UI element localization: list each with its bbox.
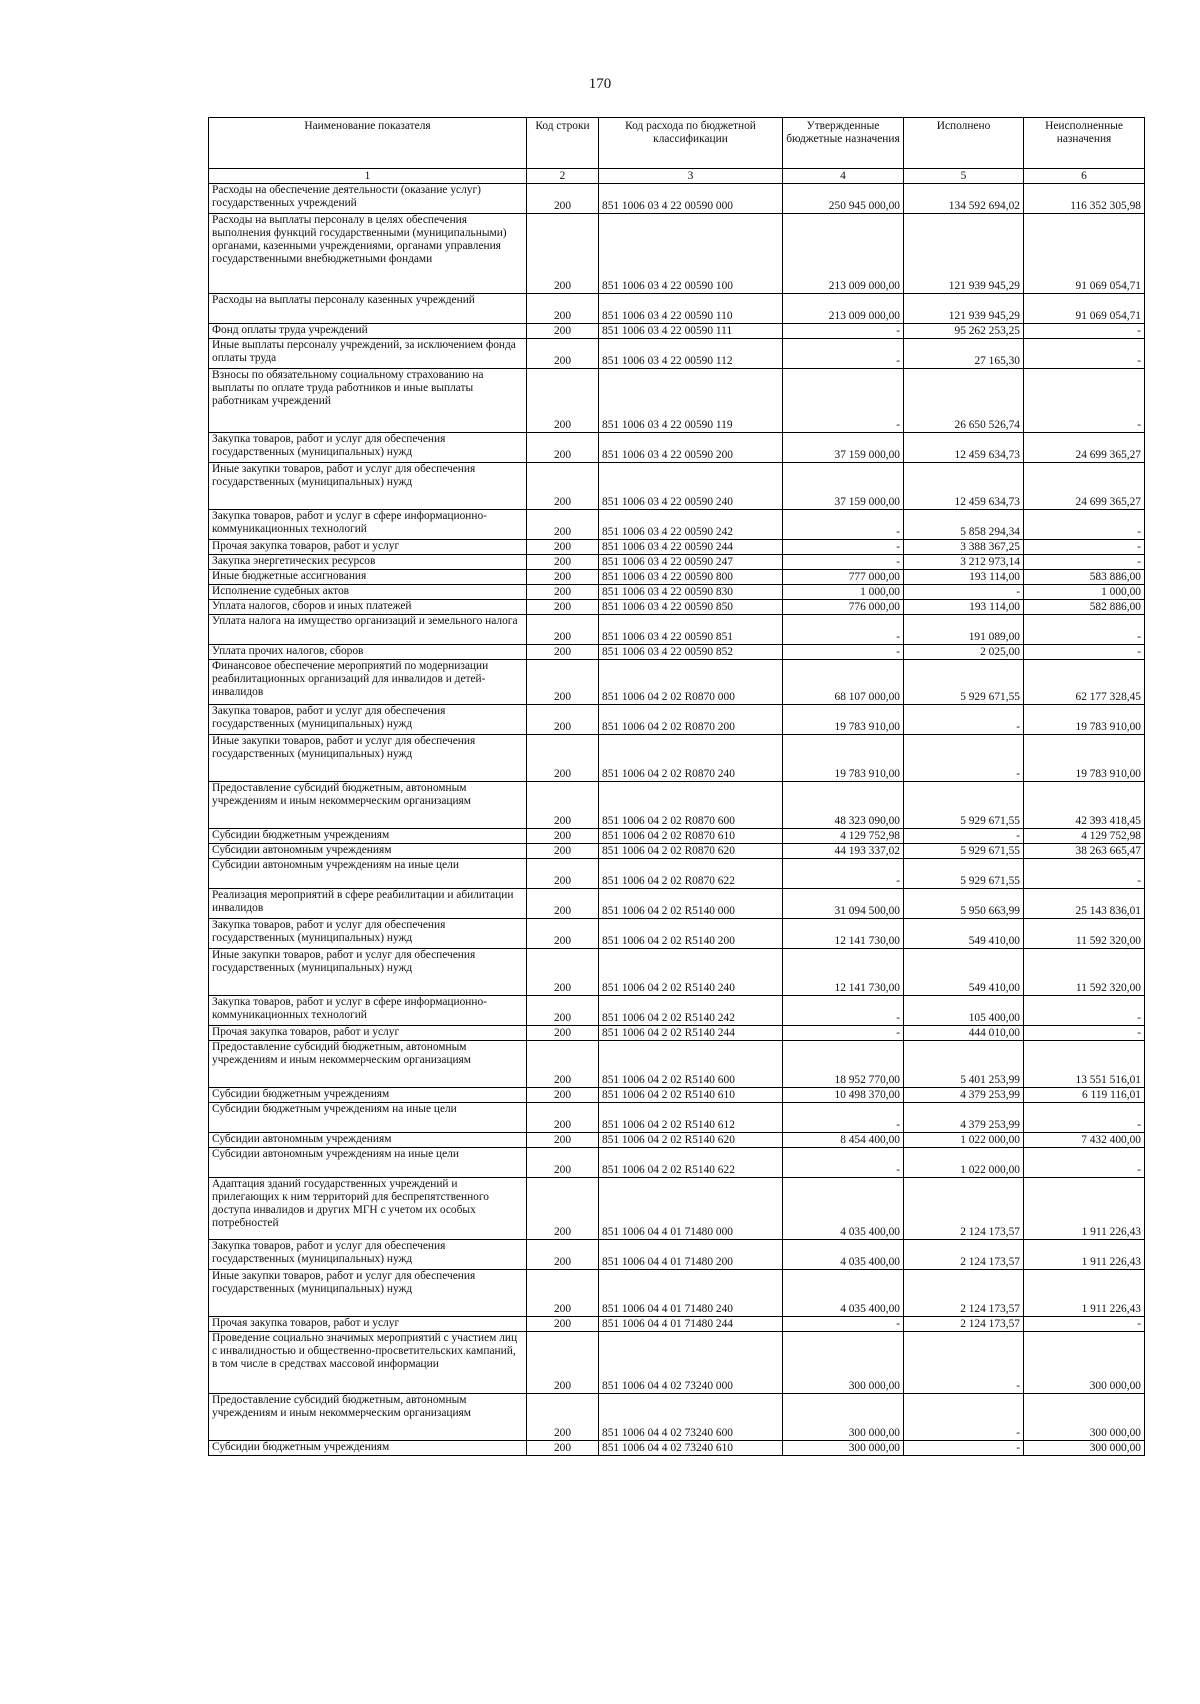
indicator-name-cell: Прочая закупка товаров, работ и услуг xyxy=(209,1317,527,1332)
executed-amount-cell: 95 262 253,25 xyxy=(904,324,1024,339)
table-row xyxy=(209,555,1145,570)
expense-code-cell: 851 1006 04 2 02 R0870 610 xyxy=(599,829,783,844)
line-code-cell: 200 xyxy=(527,1133,599,1148)
executed-amount-cell: 191 089,00 xyxy=(904,615,1024,645)
approved-amount-cell: - xyxy=(783,555,904,570)
expense-code-cell: 851 1006 04 4 01 71480 240 xyxy=(599,1270,783,1317)
approved-amount-cell: 37 159 000,00 xyxy=(783,433,904,463)
approved-amount-cell: 1 000,00 xyxy=(783,585,904,600)
unexecuted-amount-cell: 300 000,00 xyxy=(1024,1441,1145,1456)
line-code-cell: 200 xyxy=(527,859,599,889)
indicator-name-cell: Предоставление субсидий бюджетным, автономным учреждениям и иным некоммерческим организациям xyxy=(209,1041,527,1088)
table-row xyxy=(209,214,1145,294)
executed-amount-cell: 26 650 526,74 xyxy=(904,369,1024,433)
approved-amount-cell: 18 952 770,00 xyxy=(783,1041,904,1088)
unexecuted-amount-cell: 19 783 910,00 xyxy=(1024,735,1145,782)
approved-amount-cell: - xyxy=(783,540,904,555)
expense-code-cell: 851 1006 03 4 22 00590 110 xyxy=(599,294,783,324)
table-row xyxy=(209,1270,1145,1317)
expense-code-cell: 851 1006 04 2 02 R0870 622 xyxy=(599,859,783,889)
expense-code-cell: 851 1006 03 4 22 00590 100 xyxy=(599,214,783,294)
table-row xyxy=(209,1332,1145,1394)
executed-amount-cell: - xyxy=(904,829,1024,844)
table-row xyxy=(209,510,1145,540)
indicator-name-cell: Закупка товаров, работ и услуг в сфере информационно-коммуникационных технологий xyxy=(209,996,527,1026)
line-code-cell: 200 xyxy=(527,615,599,645)
unexecuted-amount-cell: 300 000,00 xyxy=(1024,1332,1145,1394)
header-approved: Утвержденные бюджетные назначения xyxy=(783,118,904,169)
unexecuted-amount-cell: 1 911 226,43 xyxy=(1024,1178,1145,1240)
indicator-name-cell: Прочая закупка товаров, работ и услуг xyxy=(209,1026,527,1041)
line-code-cell: 200 xyxy=(527,1041,599,1088)
expense-code-cell: 851 1006 04 4 01 71480 000 xyxy=(599,1178,783,1240)
expense-code-cell: 851 1006 03 4 22 00590 119 xyxy=(599,369,783,433)
unexecuted-amount-cell: 91 069 054,71 xyxy=(1024,294,1145,324)
expense-code-cell: 851 1006 03 4 22 00590 200 xyxy=(599,433,783,463)
unexecuted-amount-cell: - xyxy=(1024,1148,1145,1178)
executed-amount-cell: 105 400,00 xyxy=(904,996,1024,1026)
line-code-cell: 200 xyxy=(527,433,599,463)
approved-amount-cell: 300 000,00 xyxy=(783,1441,904,1456)
budget-execution-table xyxy=(208,117,1145,1456)
executed-amount-cell: 193 114,00 xyxy=(904,600,1024,615)
table-row xyxy=(209,1148,1145,1178)
executed-amount-cell: 2 124 173,57 xyxy=(904,1317,1024,1332)
executed-amount-cell: - xyxy=(904,585,1024,600)
executed-amount-cell: 1 022 000,00 xyxy=(904,1148,1024,1178)
indicator-name-cell: Иные закупки товаров, работ и услуг для обеспечения государственных (муниципальных) нужд xyxy=(209,463,527,510)
executed-amount-cell: 121 939 945,29 xyxy=(904,214,1024,294)
executed-amount-cell: 5 929 671,55 xyxy=(904,859,1024,889)
unexecuted-amount-cell: 7 432 400,00 xyxy=(1024,1133,1145,1148)
table-header-row xyxy=(209,118,1145,169)
column-number-row xyxy=(209,169,1145,184)
expense-code-cell: 851 1006 04 4 01 71480 200 xyxy=(599,1240,783,1270)
line-code-cell: 200 xyxy=(527,585,599,600)
header-executed: Исполнено xyxy=(904,118,1024,169)
approved-amount-cell: 19 783 910,00 xyxy=(783,735,904,782)
expense-code-cell: 851 1006 04 2 02 R5140 240 xyxy=(599,949,783,996)
unexecuted-amount-cell: 62 177 328,45 xyxy=(1024,660,1145,705)
unexecuted-amount-cell: - xyxy=(1024,1317,1145,1332)
executed-amount-cell: 549 410,00 xyxy=(904,919,1024,949)
indicator-name-cell: Уплата прочих налогов, сборов xyxy=(209,645,527,660)
line-code-cell: 200 xyxy=(527,510,599,540)
unexecuted-amount-cell: - xyxy=(1024,339,1145,369)
unexecuted-amount-cell: 11 592 320,00 xyxy=(1024,949,1145,996)
table-row xyxy=(209,735,1145,782)
table-row xyxy=(209,705,1145,735)
header-line-code: Код строки xyxy=(527,118,599,169)
expense-code-cell: 851 1006 04 4 02 73240 600 xyxy=(599,1394,783,1441)
indicator-name-cell: Иные бюджетные ассигнования xyxy=(209,570,527,585)
expense-code-cell: 851 1006 04 2 02 R5140 000 xyxy=(599,889,783,919)
line-code-cell: 200 xyxy=(527,1317,599,1332)
indicator-name-cell: Закупка энергетических ресурсов xyxy=(209,555,527,570)
line-code-cell: 200 xyxy=(527,324,599,339)
executed-amount-cell: 4 379 253,99 xyxy=(904,1088,1024,1103)
unexecuted-amount-cell: - xyxy=(1024,996,1145,1026)
line-code-cell: 200 xyxy=(527,1148,599,1178)
executed-amount-cell: 5 929 671,55 xyxy=(904,782,1024,829)
table-row xyxy=(209,615,1145,645)
table-row xyxy=(209,570,1145,585)
table-row xyxy=(209,660,1145,705)
approved-amount-cell: 4 035 400,00 xyxy=(783,1270,904,1317)
indicator-name-cell: Проведение социально значимых мероприятий с участием лиц с инвалидностью и общественно-просветительских кампаний, в том числе в средствах массовой информации xyxy=(209,1332,527,1394)
unexecuted-amount-cell: 1 911 226,43 xyxy=(1024,1240,1145,1270)
unexecuted-amount-cell: 116 352 305,98 xyxy=(1024,184,1145,214)
expense-code-cell: 851 1006 03 4 22 00590 800 xyxy=(599,570,783,585)
table-row xyxy=(209,1317,1145,1332)
unexecuted-amount-cell: 1 000,00 xyxy=(1024,585,1145,600)
expense-code-cell: 851 1006 04 4 01 71480 244 xyxy=(599,1317,783,1332)
unexecuted-amount-cell: 19 783 910,00 xyxy=(1024,705,1145,735)
table-row xyxy=(209,339,1145,369)
executed-amount-cell: 27 165,30 xyxy=(904,339,1024,369)
line-code-cell: 200 xyxy=(527,645,599,660)
indicator-name-cell: Субсидии автономным учреждениям xyxy=(209,844,527,859)
table-row xyxy=(209,324,1145,339)
unexecuted-amount-cell: 38 263 665,47 xyxy=(1024,844,1145,859)
table-row xyxy=(209,996,1145,1026)
indicator-name-cell: Закупка товаров, работ и услуг для обеспечения государственных (муниципальных) нужд xyxy=(209,433,527,463)
approved-amount-cell: - xyxy=(783,1026,904,1041)
executed-amount-cell: - xyxy=(904,1332,1024,1394)
executed-amount-cell: 5 929 671,55 xyxy=(904,660,1024,705)
expense-code-cell: 851 1006 03 4 22 00590 000 xyxy=(599,184,783,214)
expense-code-cell: 851 1006 04 2 02 R0870 000 xyxy=(599,660,783,705)
indicator-name-cell: Адаптация зданий государственных учреждений и прилегающих к ним территорий для беспрепятственного доступа инвалидов и других МГН с учетом их особых потребностей xyxy=(209,1178,527,1240)
executed-amount-cell: 121 939 945,29 xyxy=(904,294,1024,324)
line-code-cell: 200 xyxy=(527,1026,599,1041)
unexecuted-amount-cell: - xyxy=(1024,1026,1145,1041)
expense-code-cell: 851 1006 04 2 02 R0870 600 xyxy=(599,782,783,829)
line-code-cell: 200 xyxy=(527,1270,599,1317)
column-number: 1 xyxy=(209,169,527,184)
expense-code-cell: 851 1006 03 4 22 00590 851 xyxy=(599,615,783,645)
page-number: 170 xyxy=(588,76,612,92)
executed-amount-cell: 549 410,00 xyxy=(904,949,1024,996)
unexecuted-amount-cell: - xyxy=(1024,324,1145,339)
expense-code-cell: 851 1006 03 4 22 00590 111 xyxy=(599,324,783,339)
line-code-cell: 200 xyxy=(527,540,599,555)
approved-amount-cell: 48 323 090,00 xyxy=(783,782,904,829)
indicator-name-cell: Взносы по обязательному социальному страхованию на выплаты по оплате труда работников и иные выплаты работникам учреждений xyxy=(209,369,527,433)
expense-code-cell: 851 1006 04 2 02 R5140 622 xyxy=(599,1148,783,1178)
executed-amount-cell: 2 124 173,57 xyxy=(904,1270,1024,1317)
expense-code-cell: 851 1006 03 4 22 00590 850 xyxy=(599,600,783,615)
expense-code-cell: 851 1006 04 2 02 R5140 600 xyxy=(599,1041,783,1088)
approved-amount-cell: 300 000,00 xyxy=(783,1332,904,1394)
approved-amount-cell: - xyxy=(783,369,904,433)
line-code-cell: 200 xyxy=(527,889,599,919)
table-row xyxy=(209,585,1145,600)
indicator-name-cell: Реализация мероприятий в сфере реабилитации и абилитации инвалидов xyxy=(209,889,527,919)
table-row xyxy=(209,782,1145,829)
unexecuted-amount-cell: 25 143 836,01 xyxy=(1024,889,1145,919)
expense-code-cell: 851 1006 03 4 22 00590 240 xyxy=(599,463,783,510)
approved-amount-cell: - xyxy=(783,1148,904,1178)
line-code-cell: 200 xyxy=(527,184,599,214)
approved-amount-cell: - xyxy=(783,996,904,1026)
approved-amount-cell: - xyxy=(783,859,904,889)
indicator-name-cell: Закупка товаров, работ и услуг для обеспечения государственных (муниципальных) нужд xyxy=(209,1240,527,1270)
unexecuted-amount-cell: 4 129 752,98 xyxy=(1024,829,1145,844)
expense-code-cell: 851 1006 03 4 22 00590 242 xyxy=(599,510,783,540)
unexecuted-amount-cell: 300 000,00 xyxy=(1024,1394,1145,1441)
line-code-cell: 200 xyxy=(527,1332,599,1394)
line-code-cell: 200 xyxy=(527,829,599,844)
indicator-name-cell: Закупка товаров, работ и услуг для обеспечения государственных (муниципальных) нужд xyxy=(209,919,527,949)
approved-amount-cell: - xyxy=(783,324,904,339)
approved-amount-cell: 213 009 000,00 xyxy=(783,294,904,324)
executed-amount-cell: 3 388 367,25 xyxy=(904,540,1024,555)
table-row xyxy=(209,1240,1145,1270)
unexecuted-amount-cell: 13 551 516,01 xyxy=(1024,1041,1145,1088)
approved-amount-cell: - xyxy=(783,510,904,540)
table-row xyxy=(209,433,1145,463)
approved-amount-cell: 31 094 500,00 xyxy=(783,889,904,919)
table-row xyxy=(209,1041,1145,1088)
line-code-cell: 200 xyxy=(527,600,599,615)
indicator-name-cell: Уплата налогов, сборов и иных платежей xyxy=(209,600,527,615)
line-code-cell: 200 xyxy=(527,919,599,949)
unexecuted-amount-cell: 11 592 320,00 xyxy=(1024,919,1145,949)
unexecuted-amount-cell: - xyxy=(1024,1103,1145,1133)
indicator-name-cell: Фонд оплаты труда учреждений xyxy=(209,324,527,339)
indicator-name-cell: Субсидии автономным учреждениям на иные цели xyxy=(209,859,527,889)
indicator-name-cell: Прочая закупка товаров, работ и услуг xyxy=(209,540,527,555)
line-code-cell: 200 xyxy=(527,782,599,829)
indicator-name-cell: Уплата налога на имущество организаций и земельного налога xyxy=(209,615,527,645)
header-expense-code: Код расхода по бюджетной классификации xyxy=(599,118,783,169)
approved-amount-cell: 68 107 000,00 xyxy=(783,660,904,705)
indicator-name-cell: Иные закупки товаров, работ и услуг для обеспечения государственных (муниципальных) нужд xyxy=(209,735,527,782)
line-code-cell: 200 xyxy=(527,294,599,324)
expense-code-cell: 851 1006 04 2 02 R5140 612 xyxy=(599,1103,783,1133)
expense-code-cell: 851 1006 04 2 02 R0870 200 xyxy=(599,705,783,735)
executed-amount-cell: 2 124 173,57 xyxy=(904,1178,1024,1240)
table-body xyxy=(209,184,1145,1456)
unexecuted-amount-cell: - xyxy=(1024,645,1145,660)
line-code-cell: 200 xyxy=(527,1178,599,1240)
indicator-name-cell: Предоставление субсидий бюджетным, автономным учреждениям и иным некоммерческим организациям xyxy=(209,1394,527,1441)
line-code-cell: 200 xyxy=(527,555,599,570)
expense-code-cell: 851 1006 03 4 22 00590 247 xyxy=(599,555,783,570)
expense-code-cell: 851 1006 04 2 02 R5140 610 xyxy=(599,1088,783,1103)
executed-amount-cell: 134 592 694,02 xyxy=(904,184,1024,214)
indicator-name-cell: Расходы на обеспечение деятельности (оказание услуг) государственных учреждений xyxy=(209,184,527,214)
table-row xyxy=(209,645,1145,660)
table-row xyxy=(209,829,1145,844)
indicator-name-cell: Субсидии бюджетным учреждениям xyxy=(209,1088,527,1103)
column-number: 3 xyxy=(599,169,783,184)
approved-amount-cell: 4 035 400,00 xyxy=(783,1240,904,1270)
column-number: 5 xyxy=(904,169,1024,184)
header-unexecuted: Неисполненные назначения xyxy=(1024,118,1145,169)
line-code-cell: 200 xyxy=(527,1441,599,1456)
table-row xyxy=(209,889,1145,919)
unexecuted-amount-cell: - xyxy=(1024,369,1145,433)
table-row xyxy=(209,1133,1145,1148)
indicator-name-cell: Финансовое обеспечение мероприятий по модернизации реабилитационных организаций для инвалидов и детей-инвалидов xyxy=(209,660,527,705)
unexecuted-amount-cell: 91 069 054,71 xyxy=(1024,214,1145,294)
approved-amount-cell: 213 009 000,00 xyxy=(783,214,904,294)
unexecuted-amount-cell: 583 886,00 xyxy=(1024,570,1145,585)
table-row xyxy=(209,1178,1145,1240)
indicator-name-cell: Исполнение судебных актов xyxy=(209,585,527,600)
executed-amount-cell: - xyxy=(904,735,1024,782)
table-row xyxy=(209,463,1145,510)
executed-amount-cell: 5 929 671,55 xyxy=(904,844,1024,859)
executed-amount-cell: 5 401 253,99 xyxy=(904,1041,1024,1088)
indicator-name-cell: Субсидии бюджетным учреждениям xyxy=(209,1441,527,1456)
indicator-name-cell: Субсидии бюджетным учреждениям xyxy=(209,829,527,844)
expense-code-cell: 851 1006 04 4 02 73240 610 xyxy=(599,1441,783,1456)
approved-amount-cell: 4 129 752,98 xyxy=(783,829,904,844)
header-indicator-name: Наименование показателя xyxy=(209,118,527,169)
approved-amount-cell: - xyxy=(783,615,904,645)
executed-amount-cell: 5 858 294,34 xyxy=(904,510,1024,540)
expense-code-cell: 851 1006 03 4 22 00590 244 xyxy=(599,540,783,555)
expense-code-cell: 851 1006 04 2 02 R5140 200 xyxy=(599,919,783,949)
column-number: 4 xyxy=(783,169,904,184)
executed-amount-cell: 5 950 663,99 xyxy=(904,889,1024,919)
executed-amount-cell: - xyxy=(904,1441,1024,1456)
unexecuted-amount-cell: - xyxy=(1024,555,1145,570)
indicator-name-cell: Иные закупки товаров, работ и услуг для обеспечения государственных (муниципальных) нужд xyxy=(209,949,527,996)
approved-amount-cell: 44 193 337,02 xyxy=(783,844,904,859)
line-code-cell: 200 xyxy=(527,1103,599,1133)
line-code-cell: 200 xyxy=(527,735,599,782)
expense-code-cell: 851 1006 04 2 02 R0870 620 xyxy=(599,844,783,859)
table-row xyxy=(209,1088,1145,1103)
unexecuted-amount-cell: - xyxy=(1024,859,1145,889)
table-row xyxy=(209,859,1145,889)
approved-amount-cell: 8 454 400,00 xyxy=(783,1133,904,1148)
table-row xyxy=(209,1026,1145,1041)
line-code-cell: 200 xyxy=(527,214,599,294)
line-code-cell: 200 xyxy=(527,660,599,705)
approved-amount-cell: 300 000,00 xyxy=(783,1394,904,1441)
approved-amount-cell: 250 945 000,00 xyxy=(783,184,904,214)
approved-amount-cell: 19 783 910,00 xyxy=(783,705,904,735)
executed-amount-cell: 193 114,00 xyxy=(904,570,1024,585)
indicator-name-cell: Закупка товаров, работ и услуг для обеспечения государственных (муниципальных) нужд xyxy=(209,705,527,735)
line-code-cell: 200 xyxy=(527,1394,599,1441)
unexecuted-amount-cell: - xyxy=(1024,615,1145,645)
unexecuted-amount-cell: 24 699 365,27 xyxy=(1024,433,1145,463)
unexecuted-amount-cell: 6 119 116,01 xyxy=(1024,1088,1145,1103)
line-code-cell: 200 xyxy=(527,705,599,735)
table-row xyxy=(209,294,1145,324)
line-code-cell: 200 xyxy=(527,996,599,1026)
approved-amount-cell: - xyxy=(783,1103,904,1133)
table-row xyxy=(209,919,1145,949)
expense-code-cell: 851 1006 04 2 02 R0870 240 xyxy=(599,735,783,782)
line-code-cell: 200 xyxy=(527,463,599,510)
unexecuted-amount-cell: 1 911 226,43 xyxy=(1024,1270,1145,1317)
approved-amount-cell: 37 159 000,00 xyxy=(783,463,904,510)
executed-amount-cell: 12 459 634,73 xyxy=(904,463,1024,510)
approved-amount-cell: 4 035 400,00 xyxy=(783,1178,904,1240)
line-code-cell: 200 xyxy=(527,949,599,996)
approved-amount-cell: - xyxy=(783,339,904,369)
executed-amount-cell: 4 379 253,99 xyxy=(904,1103,1024,1133)
indicator-name-cell: Расходы на выплаты персоналу в целях обеспечения выполнения функций государственными (муниципальными) органами, казенными учреждениями, органами управления государственными внебюджетными фондами xyxy=(209,214,527,294)
indicator-name-cell: Закупка товаров, работ и услуг в сфере информационно-коммуникационных технологий xyxy=(209,510,527,540)
indicator-name-cell: Субсидии автономным учреждениям на иные цели xyxy=(209,1148,527,1178)
indicator-name-cell: Иные закупки товаров, работ и услуг для обеспечения государственных (муниципальных) нужд xyxy=(209,1270,527,1317)
executed-amount-cell: 3 212 973,14 xyxy=(904,555,1024,570)
approved-amount-cell: - xyxy=(783,1317,904,1332)
executed-amount-cell: - xyxy=(904,1394,1024,1441)
executed-amount-cell: 444 010,00 xyxy=(904,1026,1024,1041)
approved-amount-cell: - xyxy=(783,645,904,660)
line-code-cell: 200 xyxy=(527,339,599,369)
approved-amount-cell: 10 498 370,00 xyxy=(783,1088,904,1103)
line-code-cell: 200 xyxy=(527,844,599,859)
table-row xyxy=(209,184,1145,214)
table-row xyxy=(209,1441,1145,1456)
unexecuted-amount-cell: 24 699 365,27 xyxy=(1024,463,1145,510)
indicator-name-cell: Расходы на выплаты персоналу казенных учреждений xyxy=(209,294,527,324)
expense-code-cell: 851 1006 03 4 22 00590 112 xyxy=(599,339,783,369)
indicator-name-cell: Субсидии автономным учреждениям xyxy=(209,1133,527,1148)
table-row xyxy=(209,949,1145,996)
expense-code-cell: 851 1006 03 4 22 00590 830 xyxy=(599,585,783,600)
expense-code-cell: 851 1006 04 2 02 R5140 244 xyxy=(599,1026,783,1041)
line-code-cell: 200 xyxy=(527,1088,599,1103)
line-code-cell: 200 xyxy=(527,369,599,433)
table-row xyxy=(209,600,1145,615)
line-code-cell: 200 xyxy=(527,570,599,585)
expense-code-cell: 851 1006 04 4 02 73240 000 xyxy=(599,1332,783,1394)
expense-code-cell: 851 1006 04 2 02 R5140 620 xyxy=(599,1133,783,1148)
executed-amount-cell: 12 459 634,73 xyxy=(904,433,1024,463)
executed-amount-cell: 2 124 173,57 xyxy=(904,1240,1024,1270)
executed-amount-cell: - xyxy=(904,705,1024,735)
indicator-name-cell: Субсидии бюджетным учреждениям на иные цели xyxy=(209,1103,527,1133)
table-row xyxy=(209,369,1145,433)
unexecuted-amount-cell: 582 886,00 xyxy=(1024,600,1145,615)
column-number: 6 xyxy=(1024,169,1145,184)
unexecuted-amount-cell: - xyxy=(1024,510,1145,540)
approved-amount-cell: 12 141 730,00 xyxy=(783,919,904,949)
expense-code-cell: 851 1006 04 2 02 R5140 242 xyxy=(599,996,783,1026)
indicator-name-cell: Иные выплаты персоналу учреждений, за исключением фонда оплаты труда xyxy=(209,339,527,369)
expense-code-cell: 851 1006 03 4 22 00590 852 xyxy=(599,645,783,660)
indicator-name-cell: Предоставление субсидий бюджетным, автономным учреждениям и иным некоммерческим организациям xyxy=(209,782,527,829)
table-row xyxy=(209,1394,1145,1441)
approved-amount-cell: 776 000,00 xyxy=(783,600,904,615)
executed-amount-cell: 1 022 000,00 xyxy=(904,1133,1024,1148)
table-row xyxy=(209,540,1145,555)
table-row xyxy=(209,844,1145,859)
column-number: 2 xyxy=(527,169,599,184)
approved-amount-cell: 777 000,00 xyxy=(783,570,904,585)
executed-amount-cell: 2 025,00 xyxy=(904,645,1024,660)
table-row xyxy=(209,1103,1145,1133)
unexecuted-amount-cell: 42 393 418,45 xyxy=(1024,782,1145,829)
approved-amount-cell: 12 141 730,00 xyxy=(783,949,904,996)
unexecuted-amount-cell: - xyxy=(1024,540,1145,555)
line-code-cell: 200 xyxy=(527,1240,599,1270)
